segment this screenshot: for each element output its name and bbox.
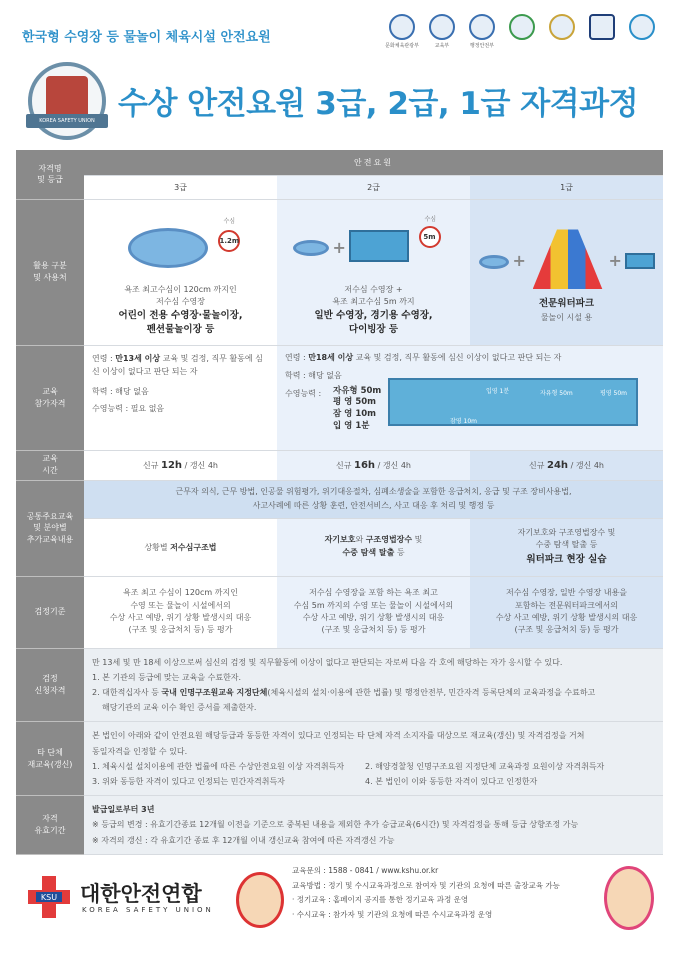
additional-edu-grade3: 상황별 저수심구조법 bbox=[84, 518, 277, 576]
common-edu-content: 근무자 의식, 근무 방법, 인공물 위험평가, 위기대응절차, 심폐소생술을 포함한 응급처치, 응급 및 구조 장비사용법, 사고사례에 따른 상황 훈련, 안전서비스, 사고 대응 후 처리 및 행정 등 bbox=[84, 480, 663, 518]
row-header-valid: 자격 유효기간 bbox=[16, 796, 84, 855]
swim-test-pool-illustration: 입영 1분 자유형 50m 평영 50m 잠영 10m bbox=[388, 378, 638, 426]
logo-org5 bbox=[545, 14, 579, 40]
small-pool-icon bbox=[479, 255, 509, 269]
logo-org6 bbox=[585, 14, 619, 40]
criteria-grade1: 저수심 수영장, 일반 수영장 내용을 포함하는 전문워터파크에서의 수상 사고 예방, 위기 상황 발생시의 대응 (구조 및 응급처치 등) 등 평가 bbox=[470, 576, 663, 648]
row-header-criteria: 검정기준 bbox=[16, 576, 84, 648]
depth-sign-icon: 5m bbox=[419, 226, 441, 248]
row-header-apply: 검정 신청자격 bbox=[16, 648, 84, 722]
edu-time-grade3: 신규 12h / 갱신 4h bbox=[84, 450, 277, 480]
logo-mois: 행정안전부 bbox=[465, 14, 499, 49]
grade-1-header: 1급 bbox=[470, 175, 663, 199]
safety-union-badge: KOREA SAFETY UNION bbox=[28, 62, 106, 140]
other-content: 본 법인이 아래와 같이 안전요원 해당등급과 동등한 자격이 있다고 인정되는 타 단체 자격 소지자를 대상으로 재교육(갱신) 및 자격검정을 거쳐 동일자격을 인정할 수 있다. 1. 체육시설 설치이용에 관한 법률에 따른 수상안전요원 이상 자격취득자 2. 해양경찰청 인명구조요원 지정단체 교육과정 요원이상 자격취득자 3. 위와 동등한 자격이 있다고 인정되는 민간자격취득자 4. 본 법인이 이와 동등한 자격이 있다고 인정한자 bbox=[84, 722, 663, 796]
swimming-pool-icon bbox=[625, 253, 655, 269]
row-header-edu-time: 교육 시간 bbox=[16, 450, 84, 480]
water-slide-icon bbox=[533, 229, 603, 289]
edu-qual-grade3: 연령 : 만13세 이상 교육 및 검정, 직무 활동에 심신 이상이 없다고 판단 되는 자 학력 : 해당 없음 수영능력 : 필요 없음 bbox=[84, 345, 277, 450]
criteria-grade2: 저수심 수영장을 포함 하는 욕조 최고 수심 5m 까지의 수영 또는 물놀이 시설에서의 수상 사고 예방, 위기 상황 발생시의 대응 (구조 및 응급처치 등) 등 평가 bbox=[277, 576, 470, 648]
logo-org7 bbox=[625, 14, 659, 40]
row-header-other: 타 단체 재교육(갱신) bbox=[16, 722, 84, 796]
depth-sign-icon: 1.2m bbox=[218, 230, 240, 252]
edu-time-grade1: 신규 24h / 갱신 4h bbox=[470, 450, 663, 480]
top-header: 안전요원 bbox=[84, 150, 663, 175]
valid-content: 발급일로부터 3년 ※ 등급의 변경 : 유효기간종료 12개월 이전을 기준으로 중복된 내용을 제외한 추가 승급교육(6시간) 및 자격검정을 통해 등급 상향조정 가능 ※ 자격의 갱신 : 각 유효기간 종료 후 12개월 이내 갱신교육 참여에 따른 자격갱신 가능 bbox=[84, 796, 663, 855]
kiddie-pool-icon bbox=[128, 228, 208, 268]
ksu-cross-icon bbox=[26, 874, 72, 920]
grade-2-header: 2급 bbox=[277, 175, 470, 199]
page-title: 수상 안전요원 3급, 2급, 1급 자격과정 bbox=[118, 86, 639, 122]
row-header-common: 공통주요교육 및 분야별 추가교육내용 bbox=[16, 480, 84, 576]
row-header-grade: 자격명 및 등급 bbox=[16, 150, 84, 199]
additional-edu-grade2: 자기보호와 구조영법장수 및 수중 탐색 탈출 등 bbox=[277, 518, 470, 576]
edu-qual-grade21: 연령 : 만18세 이상 교육 및 검정, 직무 활동에 심신 이상이 없다고 판단 되는 자 학력 : 해당 없음 수영능력 : 자유형 50m 평 영 50m 잠 영 10m 입 영 1분 입영 1분 자유형 50m 평영 50m 잠영 10m bbox=[277, 345, 663, 450]
criteria-grade3: 욕조 최고 수심이 120cm 까지인 수영 또는 물놀이 시설에서의 수상 사고 예방, 위기 상황 발생시의 대응 (구조 및 응급처치 등) 등 평가 bbox=[84, 576, 277, 648]
sponsor-logos bbox=[385, 14, 659, 49]
lifeguard-mascot-left bbox=[236, 872, 284, 928]
course-table bbox=[16, 150, 663, 855]
swimming-pool-icon bbox=[349, 230, 409, 262]
usage-grade2: + 수심 5m 저수심 수영장 + 욕조 최고수심 5m 까지 일반 수영장, 경기용 수영장, 다이빙장 등 bbox=[277, 199, 470, 345]
svg-text:KSU: KSU bbox=[40, 893, 58, 902]
logo-mcst: 문화체육관광부 bbox=[385, 14, 419, 49]
small-pool-icon bbox=[293, 240, 329, 256]
grade-3-header: 3급 bbox=[84, 175, 277, 199]
poster-subtitle: 한국형 수영장 등 물놀이 체육시설 안전요원 bbox=[22, 30, 271, 45]
usage-grade1: + + 전문워터파크 물놀이 시설 용 bbox=[470, 199, 663, 345]
logo-org4 bbox=[505, 14, 539, 40]
row-header-edu-qual: 교육 참가자격 bbox=[16, 345, 84, 450]
logo-moe: 교육부 bbox=[425, 14, 459, 49]
row-header-usage: 활용 구분 및 사용처 bbox=[16, 199, 84, 345]
apply-content: 만 13세 및 만 18세 이상으로써 심신의 검정 및 직무활동에 이상이 없다고 판단되는 자로써 다음 각 호에 해당하는 자가 응시할 수 있다. 1. 본 기관의 등급에 맞는 교육을 수료한자. 2. 대한적십자사 등 국내 인명구조원교육 지정단체(체육시설의 설치·이용에 관한 법률) 및 행정안전부, 민간자격 등록단체의 교육과정을 수료하고 해당기관의 교육 이수 확인 증서를 제출한자. bbox=[84, 648, 663, 722]
additional-edu-grade1: 자기보호와 구조영법장수 및 수중 탐색 탈출 등 워터파크 현장 실습 bbox=[470, 518, 663, 576]
usage-grade3: 수심 1.2m 욕조 최고수심이 120cm 까지인 저수심 수영장 어린이 전용 수영장·물놀이장, 펜션물놀이장 등 bbox=[84, 199, 277, 345]
contact-info: 교육문의 : 1588 - 0841 / www.kshu.or.kr 교육방법 : 정기 및 수시교육과정으로 참여자 및 기관의 요청에 따른 출장교육 가능 · 정기교육 : 홈페이지 공지를 통한 정기교육 과정 운영 · 수시교육 : 참가자 및 기관의 요청에 따른 수시교육과정 운영 bbox=[292, 866, 560, 919]
edu-time-grade2: 신규 16h / 갱신 4h bbox=[277, 450, 470, 480]
